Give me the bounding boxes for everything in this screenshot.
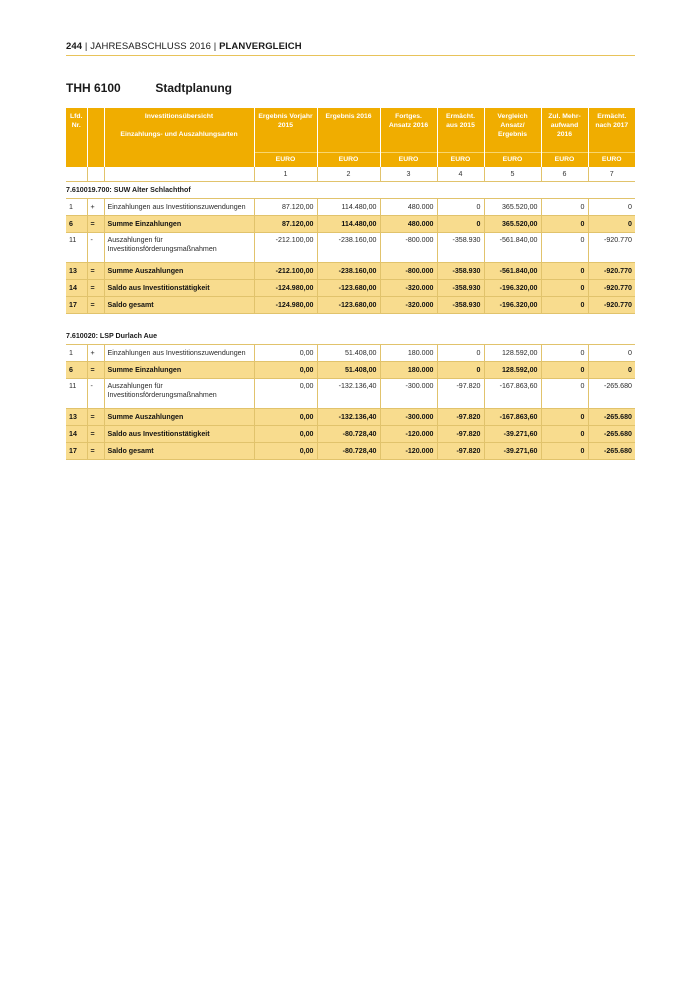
row-value: -800.000	[380, 233, 437, 263]
running-head	[66, 41, 302, 52]
unit-blank	[66, 153, 87, 168]
table-row-sum	[66, 263, 635, 280]
unit-label: EURO	[484, 153, 541, 168]
col-number: 1	[254, 167, 317, 182]
row-nr: 17	[66, 297, 87, 314]
plan-comparison-table	[66, 108, 635, 460]
col-header-4: Ermächt. aus 2015	[437, 108, 484, 153]
header-rule	[66, 55, 635, 56]
row-value: 0	[541, 379, 588, 409]
row-value: 0	[541, 233, 588, 263]
section-spacer	[66, 314, 635, 329]
table-row-sum	[66, 443, 635, 460]
col-header-desc-line1: Investitionsübersicht	[144, 113, 214, 120]
row-desc: Auszahlungen für Investitionsförderungsmaßnahmen	[104, 233, 254, 263]
unit-label: EURO	[317, 153, 380, 168]
col-header-desc-line2: Einzahlungs- und Auszahlungsarten	[120, 131, 238, 138]
row-value: 0	[541, 280, 588, 297]
col-header-op	[87, 108, 104, 153]
row-value: 0	[588, 199, 635, 216]
row-nr: 13	[66, 263, 87, 280]
row-value: -80.728,40	[317, 443, 380, 460]
table-row	[66, 199, 635, 216]
row-value: -97.820	[437, 443, 484, 460]
row-value: 51.408,00	[317, 362, 380, 379]
row-op: =	[87, 263, 104, 280]
page-title	[66, 81, 232, 95]
table-row-sum	[66, 280, 635, 297]
row-value: 0,00	[254, 362, 317, 379]
col-number: 6	[541, 167, 588, 182]
row-nr: 1	[66, 199, 87, 216]
row-desc: Summe Einzahlungen	[104, 216, 254, 233]
col-number: 4	[437, 167, 484, 182]
row-value: -920.770	[588, 297, 635, 314]
report-name: JAHRESABSCHLUSS 2016	[90, 41, 212, 52]
unit-label: EURO	[437, 153, 484, 168]
row-value: 0	[541, 345, 588, 362]
col-header-3: Fortges. Ansatz 2016	[380, 108, 437, 153]
row-value: -358.930	[437, 233, 484, 263]
table-row-sum	[66, 216, 635, 233]
row-desc: Summe Auszahlungen	[104, 263, 254, 280]
row-value: -80.728,40	[317, 426, 380, 443]
row-nr: 13	[66, 409, 87, 426]
row-value: -39.271,60	[484, 426, 541, 443]
row-value: 0,00	[254, 379, 317, 409]
row-desc: Saldo gesamt	[104, 297, 254, 314]
row-value: -358.930	[437, 297, 484, 314]
row-value: -358.930	[437, 280, 484, 297]
unit-blank	[104, 153, 254, 168]
row-value: 0	[541, 263, 588, 280]
row-op: =	[87, 426, 104, 443]
row-value: -39.271,60	[484, 443, 541, 460]
row-value: 0	[437, 345, 484, 362]
col-header-2: Ergebnis 2016	[317, 108, 380, 153]
row-value: 180.000	[380, 345, 437, 362]
row-value: -265.680	[588, 379, 635, 409]
row-value: 114.480,00	[317, 216, 380, 233]
table-header-row	[66, 108, 635, 153]
row-value: -265.680	[588, 443, 635, 460]
row-value: 480.000	[380, 216, 437, 233]
row-value: -120.000	[380, 443, 437, 460]
row-op: +	[87, 199, 104, 216]
row-value: -167.863,60	[484, 409, 541, 426]
row-value: 0	[541, 297, 588, 314]
unit-blank	[87, 153, 104, 168]
row-value: -124.980,00	[254, 297, 317, 314]
row-value: 0	[437, 199, 484, 216]
row-desc: Summe Auszahlungen	[104, 409, 254, 426]
row-value: -167.863,60	[484, 379, 541, 409]
row-value: -97.820	[437, 426, 484, 443]
col-header-1: Ergebnis Vorjahr 2015	[254, 108, 317, 153]
row-value: 128.592,00	[484, 362, 541, 379]
spacer-cell	[66, 314, 635, 329]
separator: |	[213, 41, 220, 52]
row-value: -196.320,00	[484, 297, 541, 314]
row-value: -358.930	[437, 263, 484, 280]
unit-label: EURO	[588, 153, 635, 168]
row-nr: 1	[66, 345, 87, 362]
unit-row	[66, 153, 635, 168]
section-title-row	[66, 328, 635, 345]
budget-name: Stadtplanung	[155, 81, 233, 95]
row-value: -120.000	[380, 426, 437, 443]
table-row-sum	[66, 297, 635, 314]
col-number: 5	[484, 167, 541, 182]
row-value: 0	[588, 345, 635, 362]
row-value: -212.100,00	[254, 263, 317, 280]
section-title-row	[66, 182, 635, 199]
row-nr: 6	[66, 216, 87, 233]
row-value: 0,00	[254, 409, 317, 426]
column-number-row	[66, 167, 635, 182]
row-value: -300.000	[380, 379, 437, 409]
row-value: 0	[541, 216, 588, 233]
row-value: -920.770	[588, 263, 635, 280]
table-row	[66, 345, 635, 362]
row-value: 0	[541, 443, 588, 460]
row-value: 51.408,00	[317, 345, 380, 362]
row-op: +	[87, 345, 104, 362]
row-op: =	[87, 297, 104, 314]
row-op: =	[87, 280, 104, 297]
row-value: -123.680,00	[317, 280, 380, 297]
row-value: -561.840,00	[484, 263, 541, 280]
row-value: 0	[588, 362, 635, 379]
row-value: 0	[437, 362, 484, 379]
row-value: -561.840,00	[484, 233, 541, 263]
row-value: -196.320,00	[484, 280, 541, 297]
row-value: -920.770	[588, 280, 635, 297]
row-value: 87.120,00	[254, 216, 317, 233]
table-row-sum	[66, 426, 635, 443]
row-value: -238.160,00	[317, 233, 380, 263]
row-value: 0	[588, 216, 635, 233]
budget-code: THH 6100	[66, 81, 121, 95]
row-value: 0	[541, 409, 588, 426]
unit-label: EURO	[254, 153, 317, 168]
row-value: -265.680	[588, 426, 635, 443]
row-value: -132.136,40	[317, 409, 380, 426]
row-desc: Saldo aus Investitionstätigkeit	[104, 280, 254, 297]
section-title: 7.610019.700: SUW Alter Schlachthof	[66, 182, 635, 199]
col-number-blank	[87, 167, 104, 182]
col-number-blank	[104, 167, 254, 182]
row-value: -265.680	[588, 409, 635, 426]
row-op: =	[87, 216, 104, 233]
row-op: =	[87, 409, 104, 426]
col-number: 7	[588, 167, 635, 182]
table-row-sum	[66, 409, 635, 426]
row-value: -320.000	[380, 297, 437, 314]
table-row	[66, 233, 635, 263]
row-value: 0,00	[254, 443, 317, 460]
row-nr: 17	[66, 443, 87, 460]
row-op: -	[87, 233, 104, 263]
row-op: =	[87, 362, 104, 379]
row-value: 0,00	[254, 345, 317, 362]
section-title: 7.610020: LSP Durlach Aue	[66, 328, 635, 345]
col-header-6: Zul. Mehr-aufwand 2016	[541, 108, 588, 153]
row-value: -123.680,00	[317, 297, 380, 314]
row-nr: 11	[66, 379, 87, 409]
row-value: -212.100,00	[254, 233, 317, 263]
section-name: PLANVERGLEICH	[219, 41, 302, 52]
row-value: -97.820	[437, 379, 484, 409]
row-desc: Saldo gesamt	[104, 443, 254, 460]
col-number: 3	[380, 167, 437, 182]
row-value: 0,00	[254, 426, 317, 443]
row-value: 365.520,00	[484, 216, 541, 233]
col-header-description	[104, 108, 254, 153]
row-op: =	[87, 443, 104, 460]
row-value: 114.480,00	[317, 199, 380, 216]
row-desc: Einzahlungen aus Investitionszuwendungen	[104, 345, 254, 362]
table-row-sum	[66, 362, 635, 379]
col-number: 2	[317, 167, 380, 182]
row-nr: 6	[66, 362, 87, 379]
row-value: -97.820	[437, 409, 484, 426]
row-nr: 14	[66, 280, 87, 297]
col-header-lfd: Lfd. Nr.	[66, 108, 87, 153]
row-desc: Einzahlungen aus Investitionszuwendungen	[104, 199, 254, 216]
row-value: 0	[541, 199, 588, 216]
row-value: -920.770	[588, 233, 635, 263]
separator: |	[84, 41, 91, 52]
row-value: 365.520,00	[484, 199, 541, 216]
row-nr: 11	[66, 233, 87, 263]
row-desc: Saldo aus Investitionstätigkeit	[104, 426, 254, 443]
page-number: 244	[66, 41, 83, 52]
row-value: 87.120,00	[254, 199, 317, 216]
row-value: -300.000	[380, 409, 437, 426]
row-value: 180.000	[380, 362, 437, 379]
row-nr: 14	[66, 426, 87, 443]
row-value: -320.000	[380, 280, 437, 297]
unit-label: EURO	[541, 153, 588, 168]
row-value: 480.000	[380, 199, 437, 216]
row-value: 0	[541, 362, 588, 379]
col-header-7: Ermächt. nach 2017	[588, 108, 635, 153]
row-value: 128.592,00	[484, 345, 541, 362]
row-value: 0	[541, 426, 588, 443]
row-value: -800.000	[380, 263, 437, 280]
row-desc: Summe Einzahlungen	[104, 362, 254, 379]
row-value: -132.136,40	[317, 379, 380, 409]
row-desc: Auszahlungen für Investitionsförderungsmaßnahmen	[104, 379, 254, 409]
col-header-5: Vergleich Ansatz/ Ergebnis	[484, 108, 541, 153]
row-value: -238.160,00	[317, 263, 380, 280]
table-row	[66, 379, 635, 409]
unit-label: EURO	[380, 153, 437, 168]
row-op: -	[87, 379, 104, 409]
col-number-blank	[66, 167, 87, 182]
row-value: -124.980,00	[254, 280, 317, 297]
row-value: 0	[437, 216, 484, 233]
